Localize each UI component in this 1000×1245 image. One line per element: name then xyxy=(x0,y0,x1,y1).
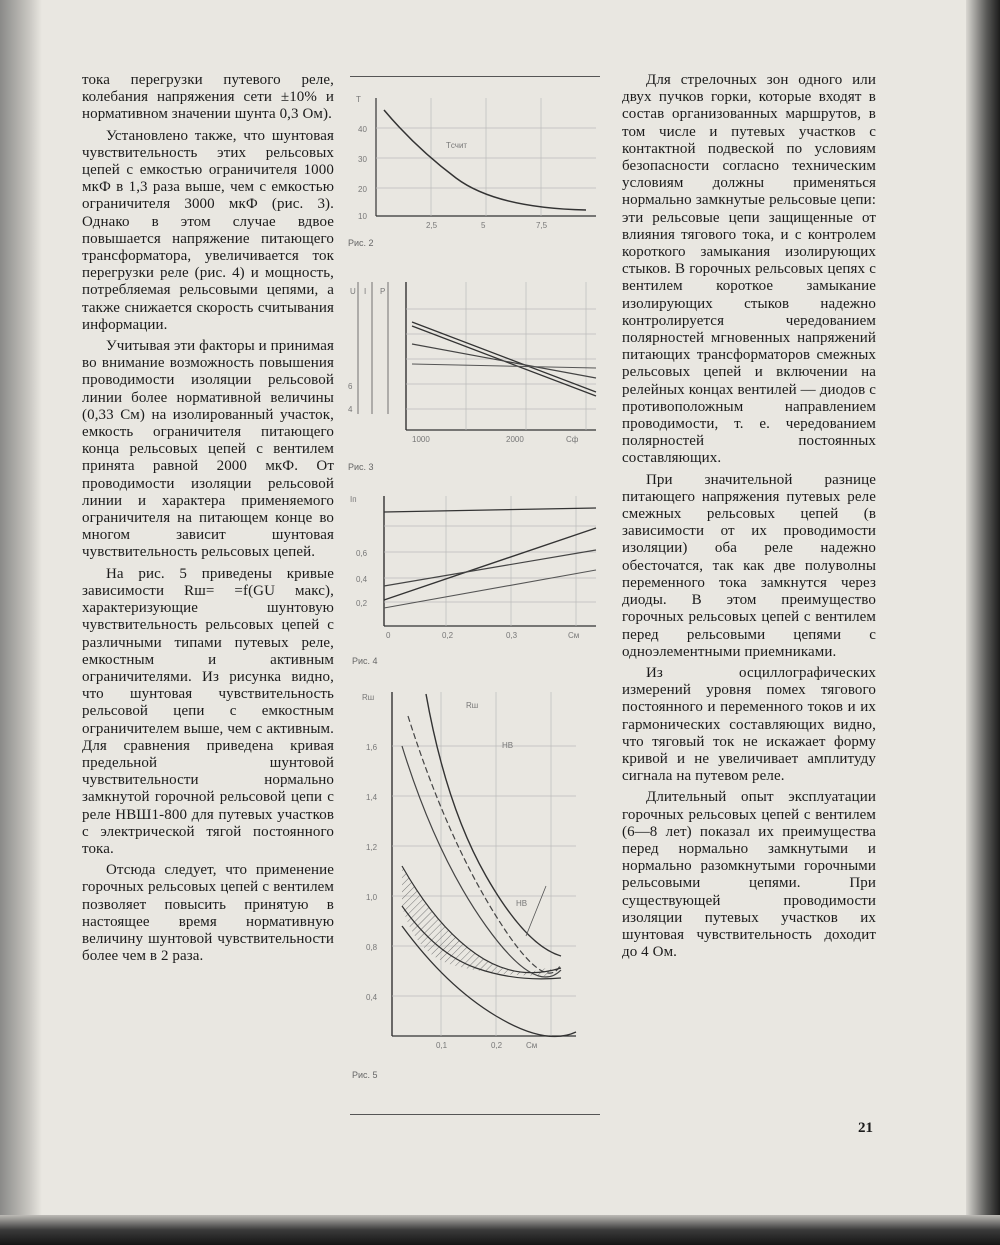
svg-text:1,0: 1,0 xyxy=(366,893,378,902)
svg-text:НВ: НВ xyxy=(516,899,528,908)
paragraph: Учитывая эти факторы и принимая во внимание возможность повышения проводимости изоляции рельсовой линии более нормативной величины (0,33 См) на изолированный участок, емкость ограничителя питающего конца рельсовых цепей с вентилем принята равной 2000 мкФ. От проводимости изоляции рельсовой линии и характера применяемого ограничителя на питающем конце во многом зависит шунтовая чувствительность рельсовых цепей. xyxy=(82,338,334,561)
svg-text:НВ: НВ xyxy=(502,741,514,750)
figure-2-plot xyxy=(346,88,602,238)
svg-text:40: 40 xyxy=(358,125,367,134)
paragraph: Длительный опыт эксплуатации горочных рельсовых цепей с вентилем (6—8 лет) показал их преимущества перед нормально замкнутыми и нормально разомкнутыми горочными рельсовыми цепями. При существующей проводимости изоляции путевых участков их шунтовая чувствительность доходит до 4 Ом. xyxy=(622,789,876,961)
figure-3-plot xyxy=(346,274,602,454)
figure-2 xyxy=(346,88,602,248)
svg-text:6: 6 xyxy=(348,382,353,391)
svg-text:Rш: Rш xyxy=(466,701,479,710)
svg-text:1,4: 1,4 xyxy=(366,793,378,802)
svg-text:0,1: 0,1 xyxy=(436,1041,448,1050)
svg-text:2,5: 2,5 xyxy=(426,221,438,230)
figure-3-caption: Рис. 3 xyxy=(348,462,374,472)
svg-text:0,2: 0,2 xyxy=(491,1041,503,1050)
svg-text:5: 5 xyxy=(481,221,486,230)
svg-text:Iп: Iп xyxy=(350,495,357,504)
right-text-column xyxy=(622,72,876,965)
svg-text:P: P xyxy=(380,287,386,296)
figure-4-plot xyxy=(346,490,602,646)
svg-text:Т: Т xyxy=(356,95,361,104)
figure-3 xyxy=(346,274,602,472)
figure-5-plot xyxy=(346,686,602,1066)
svg-text:0,8: 0,8 xyxy=(366,943,378,952)
svg-text:20: 20 xyxy=(358,185,367,194)
svg-text:0,3: 0,3 xyxy=(506,631,518,640)
svg-text:0,2: 0,2 xyxy=(442,631,454,640)
svg-text:7,5: 7,5 xyxy=(536,221,548,230)
svg-text:0,4: 0,4 xyxy=(356,575,368,584)
svg-text:30: 30 xyxy=(358,155,367,164)
svg-text:I: I xyxy=(364,287,367,296)
paragraph: Установлено также, что шунтовая чувствительность этих рельсовых цепей с емкостью ограничителя 1000 мкФ в 1,3 раза выше, чем с емкостью ограничителя 3000 мкФ (рис. 3). Однако в этом случае вдвое повышается напряжение питающего трансформатора, увеличивается ток перегрузки реле (рис. 4) и мощность, потребляемая рельсовыми цепями, а также снижается скорость считывания информации. xyxy=(82,127,334,333)
paragraph: Из осциллографических измерений уровня помех тягового постоянного и переменного токов и их гармонических составляющих видно, что тяговый ток не искажает форму кривой и не увеличивает амплитуду сигнала на путевом реле. xyxy=(622,664,876,785)
scan-left-edge xyxy=(0,0,42,1245)
paragraph: На рис. 5 приведены кривые зависимости Rш= =f(GU макс), характеризующие шунтовую чувствительность рельсовых цепей с различными типами путевых реле, емкостным и активным ограничителями. Из рисунка видно, что шунтовая чувствительность рельсовой цепи с емкостным ограничителем выше, чем с активным. Для сравнения приведена кривая предельной шунтовой чувствительности нормально замкнутой горочной рельсовой цепи с реле НВШ1-800 для путевых участков с электрической тягой постоянного тока. xyxy=(82,565,334,857)
svg-text:0,4: 0,4 xyxy=(366,993,378,1002)
svg-text:Rш: Rш xyxy=(362,693,375,702)
svg-text:2000: 2000 xyxy=(506,435,524,444)
svg-text:Сф: Сф xyxy=(566,435,579,444)
paragraph: При значительной разнице питающего напряжения путевых реле смежных рельсовых цепей (в зависимости от их проводимости изоляции) оба реле надежно обесточатся, так как две полуволны переменного тока замкнутся через диоды. В этом преимущество горочных рельсовых цепей с вентилем перед рельсовыми цепями с одноэлементными приемниками. xyxy=(622,471,876,660)
svg-text:См: См xyxy=(568,631,580,640)
svg-text:4: 4 xyxy=(348,405,353,414)
paragraph: Отсюда следует, что применение горочных рельсовых цепей с вентилем позволяет повысить принятую в настоящее время нормативную величину шунтовой чувствительности более чем в 2 раза. xyxy=(82,862,334,965)
figure-5 xyxy=(346,686,602,1080)
scan-right-edge xyxy=(966,0,1000,1245)
left-text-column xyxy=(82,72,334,969)
svg-text:10: 10 xyxy=(358,212,367,221)
figure-bottom-rule xyxy=(350,1114,600,1115)
svg-text:0,6: 0,6 xyxy=(356,549,368,558)
svg-text:0,2: 0,2 xyxy=(356,599,368,608)
scan-bottom-edge xyxy=(0,1215,1000,1245)
svg-text:1,2: 1,2 xyxy=(366,843,378,852)
figure-2-caption: Рис. 2 xyxy=(348,238,374,248)
svg-text:1,6: 1,6 xyxy=(366,743,378,752)
figure-4 xyxy=(346,490,602,666)
paragraph: Для стрелочных зон одного или двух пучков горки, которые входят в состав организованных маршрутов, в том числе и путевых участков с контактной подвеской по условиям безопасности согласно техническим условиям должны применяться нормально замкнутые рельсовые цепи: эти рельсовые цепи защищенные от влияния тягового тока, и с контролем короткого замыкания изолирующих стыков. В горочных рельсовых цепях с вентилем короткое замыкание изолирующих стыков надежно контролируется чередованием полярностей мгновенных напряжений питающих трансформаторов смежных рельсовых цепей и включении на релейных концах вентилей — диодов с противоположным направлением проводимости, т. е. чередованием полярностей постоянных составляющих. xyxy=(622,72,876,467)
svg-text:1000: 1000 xyxy=(412,435,430,444)
figure-5-caption: Рис. 5 xyxy=(352,1070,378,1080)
svg-text:0: 0 xyxy=(386,631,391,640)
svg-text:U: U xyxy=(350,287,356,296)
figure-4-caption: Рис. 4 xyxy=(352,656,378,666)
page-number: 21 xyxy=(858,1120,873,1136)
svg-text:См: См xyxy=(526,1041,538,1050)
figure-top-rule xyxy=(350,76,600,77)
paragraph: тока перегрузки путевого реле, колебания напряжения сети ±10% и нормативном значении шунта 0,3 Ом). xyxy=(82,72,334,123)
svg-text:Tсчит: Tсчит xyxy=(446,141,468,150)
